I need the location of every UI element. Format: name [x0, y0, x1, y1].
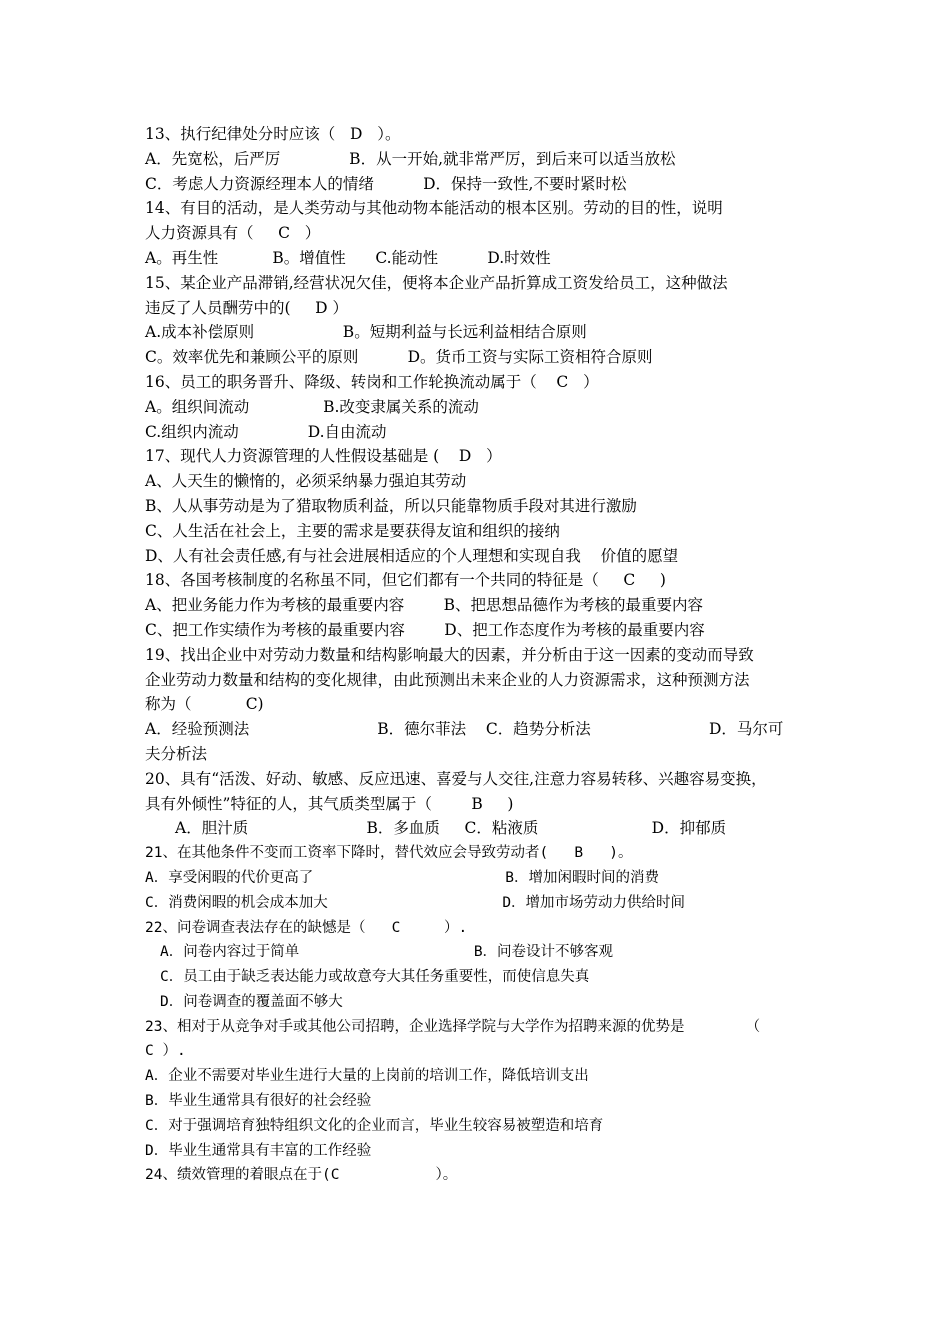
option-line: A.成本补偿原则 B。短期利益与长远利益相结合原则 — [145, 323, 587, 342]
question-14: 14、有目的活动，是人类劳动与其他动物本能活动的根本区别。劳动的目的性，说明 — [145, 199, 723, 218]
option-line: B、人从事劳动是为了猎取物质利益，所以只能靠物质手段对其进行激励 — [145, 496, 637, 515]
option-line: C。效率优先和兼顾公平的原则 D。货币工资与实际工资相符合原则 — [145, 348, 653, 367]
option-line: B．毕业生通常具有很好的社会经验 — [145, 1093, 372, 1110]
question-19: 19、找出企业中对劳动力数量和结构影响最大的因素，并分析由于这一因素的变动而导致 — [145, 645, 754, 664]
option-line: A、人天生的懒惰的，必须采纳暴力强迫其劳动 — [145, 472, 467, 491]
question-16: 16、员工的职务晋升、降级、转岗和工作轮换流动属于（ C ） — [145, 372, 599, 391]
option-line: C、人生活在社会上，主要的需求是要获得友谊和组织的接纳 — [145, 521, 560, 540]
option-line: A、把业务能力作为考核的最重要内容 B、把思想品德作为考核的最重要内容 — [145, 596, 704, 615]
option-line: C、把工作实绩作为考核的最重要内容 D、把工作态度作为考核的最重要内容 — [145, 620, 705, 639]
option-line: C．员工由于缺乏表达能力或故意夸大其任务重要性，而使信息失真 — [160, 969, 590, 986]
question-22: 22、问卷调查表法存在的缺憾是（ C ）. — [145, 919, 468, 936]
question-17: 17、现代人力资源管理的人性假设基础是 ( D ） — [145, 447, 502, 466]
option-line: A．问卷内容过于简单 B．问卷设计不够客观 — [160, 944, 614, 961]
option-line: D、人有社会责任感,有与社会进展相适应的个人理想和实现自我 价值的愿望 — [145, 546, 679, 565]
option-line: D．问卷调查的覆盖面不够大 — [160, 993, 343, 1010]
option-line: 夫分析法 — [145, 744, 208, 763]
option-line: D．毕业生通常具有丰富的工作经验 — [145, 1142, 372, 1159]
option-line: A．先宽松，后严厉 B．从一开始,就非常严厉，到后来可以适当放松 — [145, 149, 676, 168]
option-line: A．企业不需要对毕业生进行大量的上岗前的培训工作，降低培训支出 — [145, 1068, 589, 1085]
option-line: A．经验预测法 B．德尔菲法 C．趋势分析法 D．马尔可 — [145, 720, 784, 739]
question-15: 15、某企业产品滞销,经营状况欠佳，便将本企业产品折算成工资发给员工，这种做法 — [145, 273, 728, 292]
question-14-cont: 人力资源具有（ C ） — [145, 224, 321, 243]
option-line: A。组织间流动 B.改变隶属关系的流动 — [145, 397, 479, 416]
question-13: 13、执行纪律处分时应该（ D ）。 — [145, 125, 401, 143]
question-18: 18、各国考核制度的名称虽不同，但它们都有一个共同的特征是（ C ) — [145, 571, 666, 590]
question-23: 23、相对于从竞争对手或其他公司招聘，企业选择学院与大学作为招聘来源的优势是 （ — [145, 1018, 761, 1035]
question-19-cont: 称为（ C) — [145, 695, 264, 714]
question-20-cont: 具有外倾性”特征的人，其气质类型属于（ B ) — [145, 794, 514, 813]
question-20: 20、具有“活泼、好动、敏感、反应迅速、喜爱与人交往,注意力容易转移、兴趣容易变换， — [145, 769, 767, 788]
option-line: C．对于强调培育独特组织文化的企业而言，毕业生较容易被塑造和培育 — [145, 1117, 604, 1134]
option-line: C．考虑人力资源经理本人的情绪 D．保持一致性,不要时紧时松 — [145, 174, 627, 193]
question-23-cont: C ）. — [145, 1043, 186, 1060]
question-24: 24、绩效管理的着眼点在于(C ）。 — [145, 1167, 458, 1184]
option-line: A．胆汁质 B．多血质 C．粘液质 D．抑郁质 — [175, 819, 727, 838]
question-list — [145, 122, 815, 1188]
option-line: C．消费闲暇的机会成本加大 D．增加市场劳动力供给时间 — [145, 894, 686, 911]
option-line: A。再生性 B。增值性 C.能动性 D.时效性 — [145, 248, 551, 267]
option-line: C.组织内流动 D.自由流动 — [145, 422, 387, 441]
question-19-cont: 企业劳动力数量和结构的变化规律，由此预测出未来企业的人力资源需求，这种预测方法 — [145, 670, 750, 689]
question-21: 21、在其他条件不变而工资率下降时，替代效应会导致劳动者( B )。 — [145, 845, 633, 862]
question-15-cont: 违反了人员酬劳中的( D ） — [145, 298, 349, 317]
option-line: A．享受闲暇的代价更高了 B．增加闲暇时间的消费 — [145, 869, 660, 886]
